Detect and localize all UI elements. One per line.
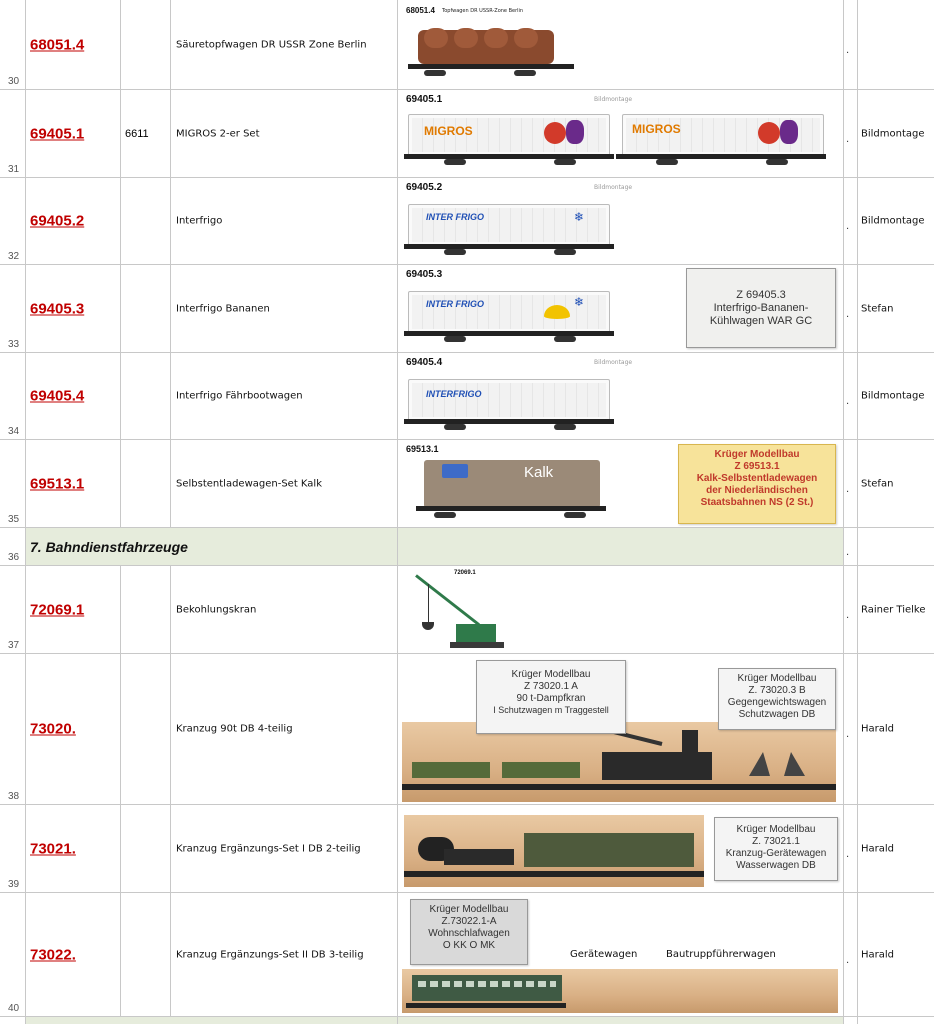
row-number: 31 (8, 164, 20, 175)
product-label: Z 69405.3 Interfrigo-Bananen- Kühlwagen WAR GC (686, 268, 836, 348)
product-label: Krüger Modellbau Z.73022.1-A Wohnschlafwagen O KK O MK (410, 899, 528, 965)
product-label: Krüger Modellbau Z. 73020.3 B Gegengewichtswagen Schutzwagen DB (718, 668, 836, 730)
photo-watermark: Bildmontage (594, 184, 633, 191)
article-link[interactable]: 69405.1 (30, 125, 85, 142)
table-row[interactable]: 39 73021. Kranzug Ergänzungs-Set I DB 2-teilig Krüger Modellbau Z. 73021.1 Kranzug-Gerätewagen Wasserwagen DB . Harald (0, 805, 934, 893)
product-photo (404, 355, 633, 437)
product-photo (404, 92, 828, 174)
extra-wagon-label: Bautruppführerwagen (666, 949, 776, 960)
product-label: Krüger Modellbau Z 69513.1 Kalk-Selbstentladewagen der Niederländischen Staatsbahnen NS (2 St.) (678, 444, 836, 524)
row-number: 35 (8, 514, 20, 525)
article-link[interactable]: 73022. (30, 946, 76, 963)
source-cell: Stefan (861, 478, 894, 489)
table-row[interactable] (0, 1017, 934, 1024)
name-cell: MIGROS 2-er Set (176, 128, 260, 139)
brand-logo: INTER FRIGO (426, 212, 484, 222)
row-number: 36 (8, 552, 20, 563)
section-header-row[interactable]: 36 7. Bahndienstfahrzeuge . (0, 528, 934, 566)
product-photo (402, 969, 838, 1013)
row-number: 34 (8, 426, 20, 437)
photo-caption: 69405.3 (406, 269, 443, 280)
photo-caption: 69513.1 (406, 444, 439, 454)
article-link[interactable]: 73020. (30, 720, 76, 738)
name-cell: Interfrigo Fährbootwagen (176, 390, 303, 402)
photo-caption: 69405.2 (406, 182, 443, 193)
number-cell: 6611 (125, 127, 149, 140)
table-row[interactable]: 38 73020. Kranzug 90t DB 4-teilig Krüger Modellbau Z 73020.1 A 90 t-Dampfkran I Schutzwagen m Traggestell Krüger Modellbau Z. 73020.3 B Gegengewichtswagen Schutzwagen DB . Harald (0, 654, 934, 805)
article-link[interactable]: 69405.2 (30, 212, 85, 230)
row-number: 30 (8, 76, 20, 87)
row-number: 38 (8, 791, 20, 802)
article-link[interactable]: 73021. (30, 840, 76, 857)
photo-watermark: Bildmontage (594, 359, 633, 366)
source-cell: Harald (861, 723, 895, 735)
table-row[interactable]: 31 69405.1 6611 MIGROS 2-er Set 69405.1 Bildmontage MIGROS MIGROS . Bildmontage (0, 90, 934, 178)
name-cell: Kranzug 90t DB 4-teilig (176, 723, 293, 735)
row-number: 32 (8, 251, 20, 262)
brand-logo: MIGROS (632, 122, 681, 136)
table-row[interactable]: 35 69513.1 Selbstentladewagen-Set Kalk 69513.1 Kalk Krüger Modellbau Z 69513.1 Kalk-Selbstentladewagen der Niederländischen Staatsbahnen NS (2 St.) . Stefan (0, 440, 934, 528)
ns-logo-icon (442, 464, 468, 478)
name-cell: Selbstentladewagen-Set Kalk (176, 478, 323, 489)
row-number: 39 (8, 879, 20, 890)
source-cell: Harald (861, 949, 895, 960)
photo-text: Topfwagen DR USSR-Zone Berlin (442, 8, 524, 14)
product-photo (402, 722, 836, 802)
snowflake-icon: ❄ (574, 295, 585, 309)
name-cell: Bekohlungskran (176, 604, 257, 615)
table-row[interactable]: 34 69405.4 Interfrigo Fährbootwagen 69405.4 Bildmontage INTERFRIGO . Bildmontage (0, 353, 934, 440)
table-row[interactable]: 37 72069.1 Bekohlungskran 72069.1 . Rainer Tielke (0, 566, 934, 654)
source-cell: Bildmontage (861, 128, 925, 139)
table-row[interactable]: 40 73022. Kranzug Ergänzungs-Set II DB 3-teilig Krüger Modellbau Z.73022.1-A Wohnschlafwagen O KK O MK Gerätewagen Bautruppführerwagen . Harald (0, 893, 934, 1017)
product-photo (404, 6, 578, 86)
source-cell: Stefan (861, 303, 894, 314)
photo-caption: 68051.4 (406, 6, 435, 15)
snowflake-icon: ❄ (574, 210, 585, 224)
product-photo (404, 267, 624, 349)
photo-caption: 72069.1 (454, 570, 476, 576)
source-cell: Rainer Tielke (861, 604, 926, 615)
source-cell: Bildmontage (861, 390, 925, 402)
article-link[interactable]: 68051.4 (30, 36, 85, 53)
photo-watermark: Bildmontage (594, 96, 633, 103)
extra-wagon-label: Gerätewagen (570, 949, 638, 960)
product-label: Krüger Modellbau Z 73020.1 A 90 t-Dampfkran I Schutzwagen m Traggestell (476, 660, 626, 734)
product-photo (404, 442, 614, 524)
name-cell: Interfrigo Bananen (176, 303, 270, 314)
product-photo (404, 815, 704, 887)
name-cell: Interfrigo (176, 215, 223, 227)
product-photo (408, 568, 508, 652)
source-cell: Bildmontage (861, 215, 925, 227)
product-label: Krüger Modellbau Z. 73021.1 Kranzug-Gerätewagen Wasserwagen DB (714, 817, 838, 881)
photo-caption: 69405.4 (406, 357, 443, 368)
brand-logo: INTER FRIGO (426, 299, 484, 309)
article-link[interactable]: 69405.4 (30, 387, 85, 405)
brand-logo: Kalk (524, 464, 554, 481)
article-link[interactable]: 69405.3 (30, 300, 85, 317)
table-row[interactable]: 32 69405.2 Interfrigo 69405.2 Bildmontage INTER FRIGO ❄ . Bildmontage (0, 178, 934, 265)
name-cell: Säuretopfwagen DR USSR Zone Berlin (176, 39, 367, 50)
brand-logo: INTERFRIGO (426, 389, 482, 399)
photo-caption: 69405.1 (406, 94, 443, 105)
row-number: 33 (8, 339, 20, 350)
source-cell: Harald (861, 843, 895, 854)
crane-jib (415, 574, 480, 626)
row-number: 37 (8, 640, 20, 651)
row-number: 40 (8, 1003, 20, 1014)
table-row[interactable]: 33 69405.3 Interfrigo Bananen 69405.3 INTER FRIGO ❄ Z 69405.3 Interfrigo-Bananen- Kühlwagen WAR GC . Stefan (0, 265, 934, 353)
name-cell: Kranzug Ergänzungs-Set I DB 2-teilig (176, 843, 361, 854)
article-link[interactable]: 72069.1 (30, 601, 85, 618)
name-cell: Kranzug Ergänzungs-Set II DB 3-teilig (176, 949, 364, 960)
table-row[interactable]: 30 68051.4 Säuretopfwagen DR USSR Zone Berlin 68051.4 Topfwagen DR USSR-Zone Berlin . (0, 0, 934, 90)
article-link[interactable]: 69513.1 (30, 475, 85, 492)
section-title: 7. Bahndienstfahrzeuge (30, 538, 188, 555)
product-photo (404, 180, 633, 262)
brand-logo: MIGROS (424, 124, 473, 138)
